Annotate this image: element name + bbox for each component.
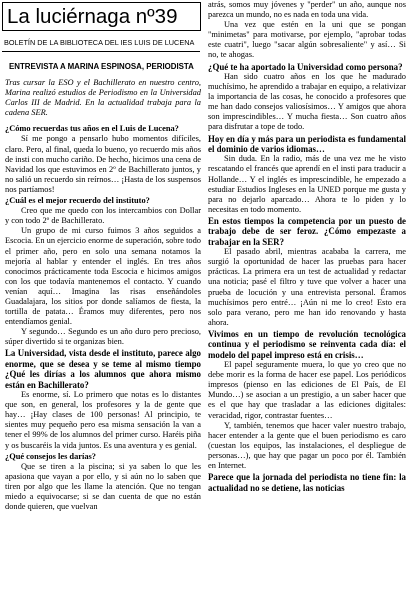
- question-9: Parece que la jornada del periodista no tiene fin: la actualidad no se detiene, las noticias: [208, 472, 406, 493]
- answer-7: El pasado abril, mientras acababa la carrera, me surgió la oportunidad de hacer las pruebas para hacer prácticas. La primera era un test de actualidad y redactar una noticia; pasé el filtro y tuve que volver a hacer una prueba de locución y una entrevista personal. Éramos muchísimos pero entré… ¡Aún ni me lo creo! Esto era solo para verano, pero me han ido renovando y hasta ahora.: [208, 247, 406, 327]
- answer-4-continued: atrás, somos muy jóvenes y "perder" un año, aunque nos parezca un mundo, no es nada en toda una vida.: [208, 0, 406, 20]
- question-6: Hoy en día y más para un periodista es fundamental el dominio de varios idiomas…: [208, 133, 406, 154]
- answer-2a: Creo que me quedo con los intercambios con Dollar y con todo 2º de Bachillerato.: [5, 206, 201, 226]
- answer-8a: El papel seguramente muera, lo que yo creo que no debe morir es la forma de hacer ese papel. Los periódicos impresos (pienso en las ediciones de El País, de El Mundo…) se asocian a un prestigio, a un saber hacer que es el que hay que trasladar a las ediciones digitales: veracidad, rigor, contrastar fuentes…: [208, 360, 406, 420]
- intro-text: Tras cursar la ESO y el Bachillerato en nuestro centro, Marina realizó estudios de Periodismo en la Universidad Carlos III de Madrid. En la actualidad trabaja para la cadena SER.: [5, 78, 201, 118]
- masthead-rule: [2, 51, 200, 52]
- question-2: ¿Cuál es el mejor recuerdo del instituto?: [5, 196, 150, 206]
- answer-3: Es enorme, sí. Lo primero que notas es lo distantes que son, en general, los profesores y la de gente que hay… ¡Hay clases de 100 personas! Al principio, te sientes muy pequeño pero esa misma sensación la van a tener el 99% de los alumnos del primer curso. Haréis piña y os buscaréis la vida juntos. Es una aventura y es genial.: [5, 390, 201, 450]
- question-8: Vivimos en un tiempo de revolución tecnológica continua y el periodismo se reinventa cada día: el modelo del papel impreso está en crisis…: [208, 328, 406, 360]
- answer-8b: Y, también, tenemos que hacer valer nuestro trabajo, hacer entender a la gente que el buen periodismo es caro (cuestan los equipos, las instalaciones, el despliegue de personas…), que hay que pagar un poco por él. También en Internet.: [208, 420, 406, 471]
- answer-2b: Un grupo de mi curso fuimos 3 años seguidos a Escocia. En un ejercicio enorme de superación, sobre todo el primer año, pero en solo una semana notamos la mejoría al hablar y entender el inglés. En tres años conocimos prácticamente toda Escocia e hicimos amigos con los que todavía mantenemos el contacto. Y cuando venían aquí… Imagina las risas enseñándoles Guadalajara, los sitios por donde salíamos de fiesta, la tortilla de patata… Éramos muy diferentes, pero nos entendíamos genial.: [5, 226, 201, 327]
- answer-4: Que se tiren a la piscina; si ya saben lo que les apasiona que vayan a por ello, y si aún no lo saben que tiren por algo que les llame la atención. Que no tengan miedo a equivocarse; si se dan cuenta de que no están donde quieren, que vuelvan: [5, 461, 201, 512]
- answer-4-tip: Una vez que estén en la uni que se pongan "minimetas" para motivarse, por ejemplo, "aprobar todas este cuatri", luego "sacar algún sobresaliente" y así… Si no, te ahogas.: [208, 20, 406, 60]
- left-column: [5, 62, 201, 610]
- interview-headline: ENTREVISTA A MARINA ESPINOSA, PERIODISTA: [9, 62, 194, 71]
- question-3: La Universidad, vista desde el instituto, parece algo enorme, que se desea y se teme al mismo tiempo ¿Qué les dirías a los alumnos que ahora mismo están en Bachillerato?: [5, 348, 201, 390]
- answer-5: Han sido cuatro años en los que he madurado muchísimo, he aprendido a trabajar en equipo, a relativizar la importancia de las cosas, he conocido a profesores que me han dado consejos valiosísimos… Y amigos que ahora son imprescindibles… Y mucha fiesta… Son cuatro años para disfrutar a tope de todo.: [208, 71, 406, 132]
- answer-1: Sí me pongo a pensarlo hubo momentos difíciles, claro. Pero, al final, queda lo bueno, yo recuerdo mis años de insti con mucho cariño. De hecho, hicimos una cena de Navidad los que estuvimos en 2º de Bachillerato juntos, y no salió un recuerdo sin reírnos… ¡Hasta de los suspensos nos partíamos!: [5, 134, 201, 194]
- right-column: [208, 0, 406, 610]
- question-5: ¿Qué te ha aportado la Universidad como persona?: [208, 61, 403, 72]
- question-4: ¿Qué consejos les darías?: [5, 451, 96, 461]
- masthead: [2, 2, 201, 62]
- question-7: En estos tiempos la competencia por un puesto de trabajo debe de ser feroz. ¿Cómo empezaste a trabajar en la SER?: [208, 215, 406, 247]
- question-1: ¿Cómo recuerdas tus años en el Luis de Lucena?: [5, 124, 179, 134]
- newsletter-title: La luciérnaga nº39: [2, 2, 201, 31]
- answer-2c: Y segundo… Segundo es un año duro pero precioso, súper divertido si te organizas bien.: [5, 327, 201, 347]
- interview-intro: [5, 78, 201, 118]
- newsletter-subtitle: BOLETÍN DE LA BIBLIOTECA DEL IES LUIS DE LUCENA: [4, 38, 195, 47]
- answer-6: Sin duda. En la radio, más de una vez me he visto rescatando el francés que aprendí en el insti para traducir a Hollande… Y el inglés es imprescindible, he empezado a estudiar Estudios Ingleses en la UNED porque me gusta y para no dejarlo aparcado… Ahora te lo piden y lo necesitas en todo momento.: [208, 154, 406, 214]
